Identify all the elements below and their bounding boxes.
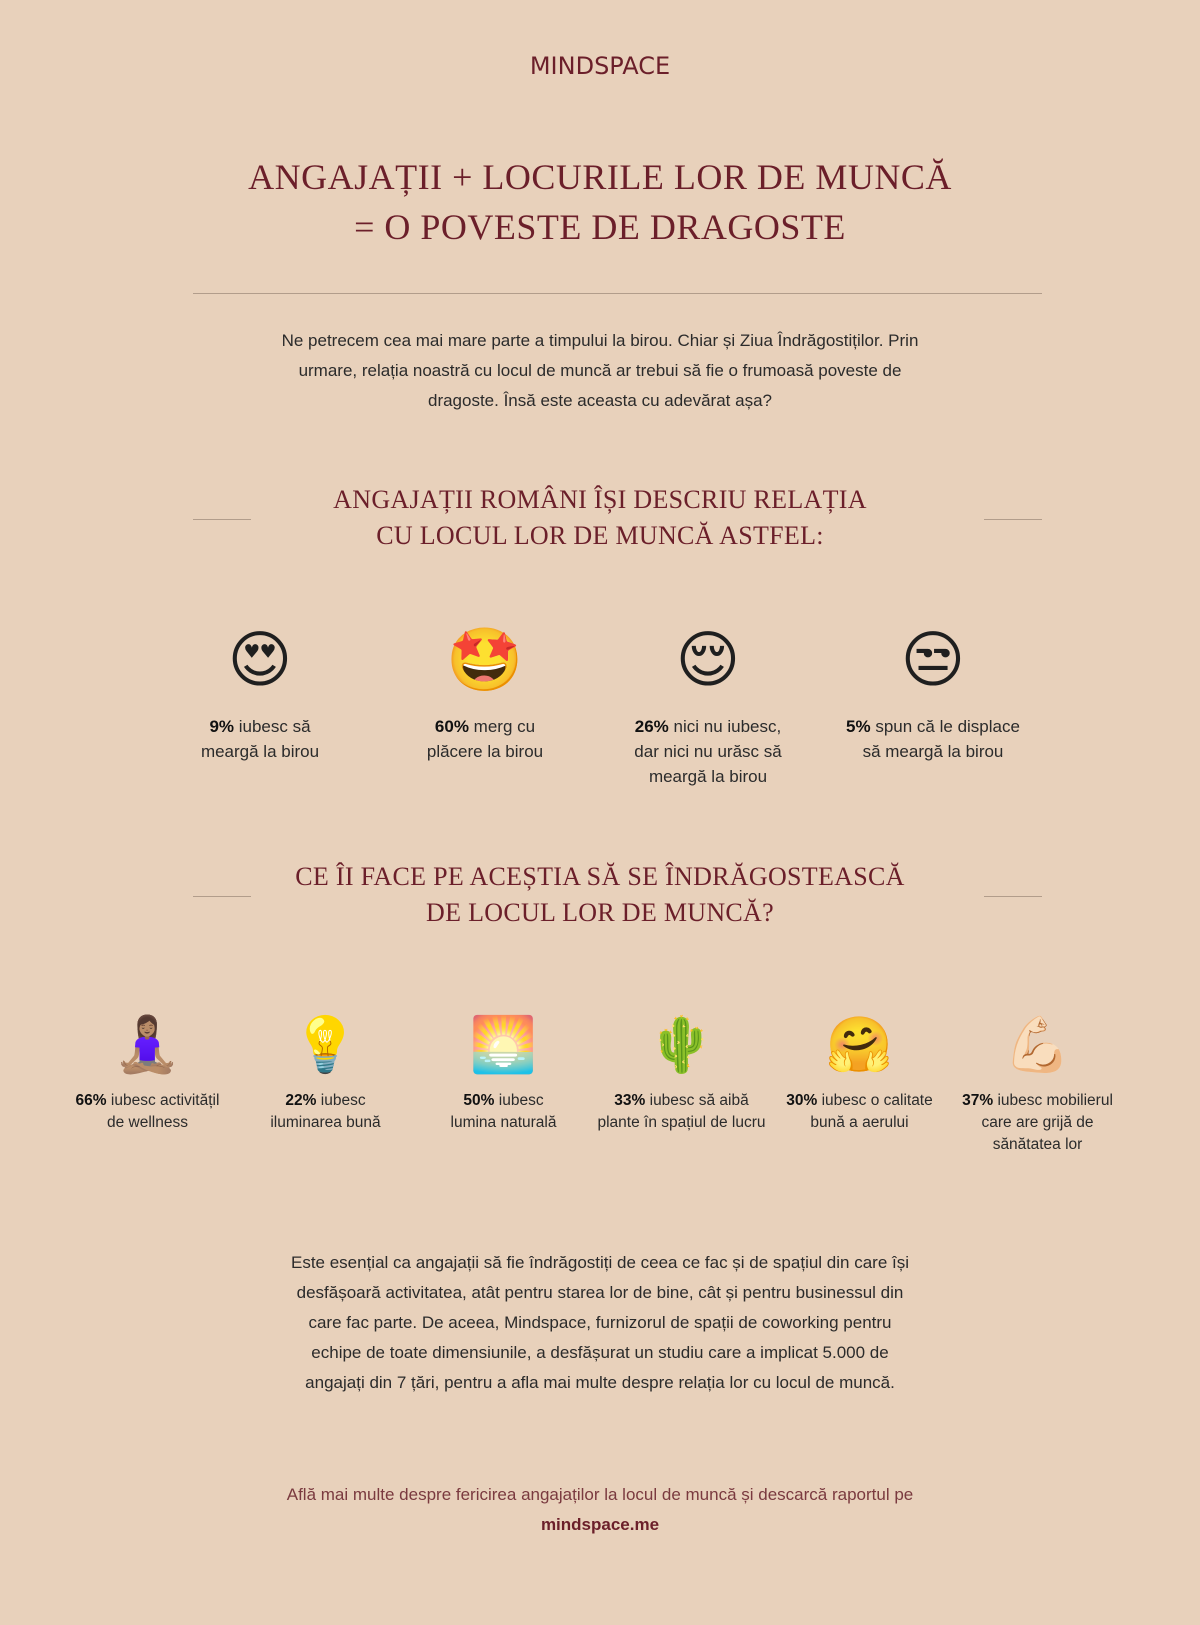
- divider: [193, 293, 1042, 294]
- yoga-person-icon: 🧘🏽‍♀️: [113, 1013, 182, 1076]
- reason-caption: [411, 1090, 596, 1134]
- section-heading-line: CU LOCUL LOR DE MUNCĂ ASTFEL:: [376, 521, 824, 550]
- intro-line: Ne petrecem cea mai mare parte a timpului la birou. Chiar și Ziua Îndrăgostiților. Prin: [281, 331, 919, 350]
- reason-caption: [945, 1090, 1130, 1156]
- reason-text: de wellness: [107, 1114, 188, 1131]
- reason-percent: 22%: [285, 1092, 317, 1109]
- section-heading-line: ANGAJAȚII ROMÂNI ÎȘI DESCRIU RELAȚIA: [333, 485, 867, 514]
- reason-item: [945, 1010, 1130, 1156]
- heading-rule-right: [984, 519, 1042, 520]
- reason-caption: [233, 1090, 418, 1134]
- stat-percent: 5%: [846, 717, 871, 736]
- heading-rule-right: [984, 896, 1042, 897]
- outro-line: care fac parte. De aceea, Mindspace, furnizorul de spații de coworking pentru: [308, 1313, 892, 1332]
- section-heading-line: CE ÎI FACE PE ACEȘTIA SĂ SE ÎNDRĂGOSTEASCĂ: [295, 862, 905, 891]
- page-title: [0, 152, 1200, 252]
- outro-line: angajați din 7 țări, pentru a afla mai multe despre relația lor cu locul de muncă.: [305, 1373, 895, 1392]
- star-struck-face-icon: 🤩: [446, 623, 524, 696]
- reason-text: lumina naturală: [450, 1114, 557, 1131]
- cta-text: Află mai multe despre fericirea angajaților la locul de muncă și descarcă raportul pe: [286, 1485, 914, 1504]
- stat-text: spun că le displace: [870, 717, 1020, 736]
- reason-caption: [767, 1090, 952, 1134]
- stat-text: iubesc să: [234, 717, 311, 736]
- hugging-face-icon: 🤗: [825, 1013, 894, 1076]
- section-heading-reasons: [0, 859, 1200, 931]
- outro-line: desfășoară activitatea, atât pentru starea lor de bine, cât și pentru businessul din: [296, 1283, 904, 1302]
- reason-percent: 30%: [786, 1092, 818, 1109]
- stat-item: [155, 620, 365, 764]
- reason-text: iubesc să aibă: [645, 1092, 749, 1109]
- stats-row: [155, 620, 1055, 800]
- page-title-line1: ANGAJAȚII + LOCURILE LOR DE MUNCĂ: [248, 157, 952, 197]
- reason-caption: [55, 1090, 240, 1134]
- intro-line: urmare, relația noastră cu locul de muncă ar trebui să fie o frumoasă poveste de: [298, 361, 902, 380]
- brand-logo: MINDSPACE: [529, 52, 671, 80]
- reason-item: [233, 1010, 418, 1134]
- stat-caption: [380, 714, 590, 764]
- reason-item: [55, 1010, 240, 1134]
- sunrise-picture-icon: 🌅: [469, 1013, 538, 1076]
- reason-percent: 66%: [75, 1092, 107, 1109]
- outro-line: Este esențial ca angajații să fie îndrăgostiți de ceea ce fac și de spațiul din care își: [290, 1253, 910, 1272]
- stat-item: [828, 620, 1038, 764]
- stat-caption: [155, 714, 365, 764]
- reason-item: [411, 1010, 596, 1134]
- outro-line: echipe de toate dimensiunile, a desfășurat un studiu care a implicat 5.000 de: [311, 1343, 889, 1362]
- reason-percent: 33%: [614, 1092, 646, 1109]
- reason-text: iubesc o calitate: [817, 1092, 933, 1109]
- stat-percent: 26%: [634, 717, 669, 736]
- reason-item: [589, 1010, 774, 1134]
- reason-item: [767, 1010, 952, 1134]
- call-to-action: [0, 1480, 1200, 1540]
- cactus-icon: 🌵: [647, 1013, 716, 1076]
- heading-rule-left: [193, 896, 251, 897]
- website-link[interactable]: mindspace.me: [540, 1515, 660, 1534]
- section-heading-line: DE LOCUL LOR DE MUNCĂ?: [426, 898, 774, 927]
- stat-caption: [603, 714, 813, 789]
- stat-text: meargă la birou: [648, 767, 768, 786]
- reason-text: iubesc: [494, 1092, 544, 1109]
- reason-text: iluminarea bună: [270, 1114, 381, 1131]
- reason-text: care are grijă de: [981, 1114, 1094, 1131]
- unamused-face-icon: 😒: [900, 623, 966, 696]
- reason-caption: [589, 1090, 774, 1134]
- stat-text: meargă la birou: [200, 742, 320, 761]
- light-bulb-icon: 💡: [291, 1013, 360, 1076]
- reason-percent: 37%: [962, 1092, 994, 1109]
- reason-text: sănătatea lor: [992, 1136, 1083, 1153]
- heading-rule-left: [193, 519, 251, 520]
- heart-eyes-face-icon: 😍: [227, 623, 293, 696]
- stat-item: [380, 620, 590, 764]
- stat-text: nici nu iubesc,: [668, 717, 782, 736]
- stat-text: dar nici nu urăsc să: [634, 742, 782, 761]
- reason-text: bună a aerului: [810, 1114, 909, 1131]
- page-title-line2: = O POVESTE DE DRAGOSTE: [354, 207, 846, 247]
- reason-text: plante în spațiul de lucru: [597, 1114, 766, 1131]
- reason-text: iubesc mobilierul: [993, 1092, 1113, 1109]
- relieved-face-icon: 😌: [675, 623, 741, 696]
- outro-paragraph: [270, 1248, 930, 1398]
- stat-text: să meargă la birou: [862, 742, 1004, 761]
- intro-line: dragoste. Însă este aceasta cu adevărat așa?: [427, 391, 772, 410]
- stat-text: plăcere la birou: [426, 742, 544, 761]
- reason-percent: 50%: [463, 1092, 495, 1109]
- stat-item: [603, 620, 813, 789]
- reason-text: iubesc activitățil: [106, 1092, 220, 1109]
- reasons-row: [55, 1010, 1155, 1170]
- stat-caption: [828, 714, 1038, 764]
- stat-text: merg cu: [468, 717, 536, 736]
- stat-percent: 60%: [434, 717, 469, 736]
- flexed-biceps-icon: 💪🏻: [1003, 1013, 1072, 1076]
- intro-paragraph: [270, 326, 930, 416]
- reason-text: iubesc: [316, 1092, 366, 1109]
- stat-percent: 9%: [209, 717, 235, 736]
- section-heading-relationship: [0, 482, 1200, 554]
